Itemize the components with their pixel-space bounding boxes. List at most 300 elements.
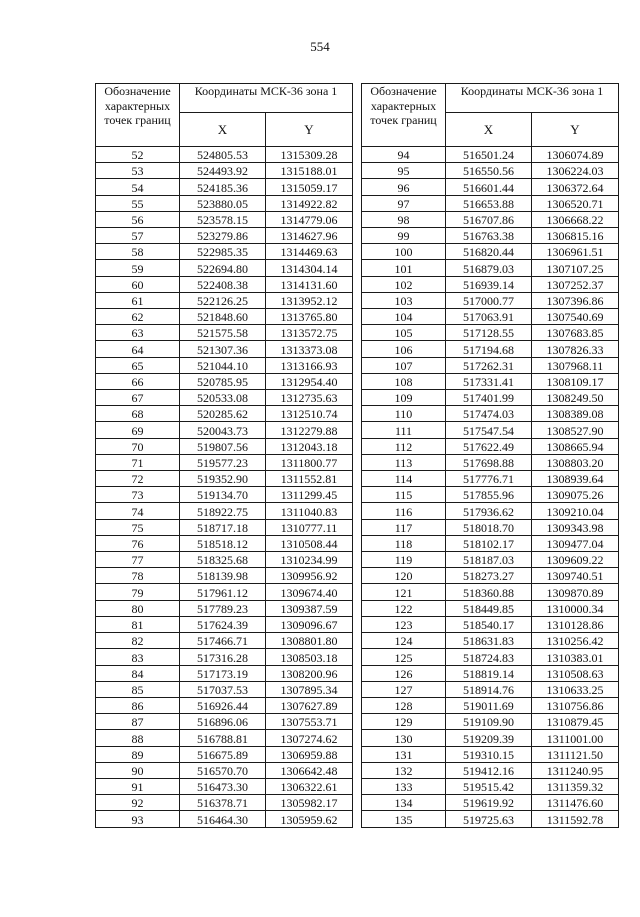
y-coordinate-cell: 1313373.08 — [266, 341, 353, 357]
y-coordinate-cell: 1314779.06 — [266, 211, 353, 227]
y-coordinate-cell: 1310508.44 — [266, 535, 353, 551]
point-id-cell: 73 — [96, 487, 180, 503]
y-coordinate-cell: 1309387.59 — [266, 600, 353, 616]
point-id-cell: 120 — [362, 568, 446, 584]
point-id-cell: 72 — [96, 471, 180, 487]
x-coordinate-cell: 518922.75 — [180, 503, 266, 519]
point-id-cell: 130 — [362, 730, 446, 746]
y-coordinate-cell: 1310633.25 — [532, 681, 619, 697]
point-id-cell: 100 — [362, 244, 446, 260]
x-coordinate-cell: 523880.05 — [180, 195, 266, 211]
table-row — [362, 552, 619, 568]
table-row — [362, 260, 619, 276]
point-id-cell: 58 — [96, 244, 180, 260]
x-coordinate-cell: 517466.71 — [180, 633, 266, 649]
point-id-cell: 75 — [96, 519, 180, 535]
y-coordinate-cell: 1306322.61 — [266, 778, 353, 794]
point-id-cell: 64 — [96, 341, 180, 357]
y-coordinate-cell: 1315059.17 — [266, 179, 353, 195]
x-coordinate-cell: 521575.58 — [180, 325, 266, 341]
y-coordinate-cell: 1309609.22 — [532, 552, 619, 568]
y-coordinate-cell: 1309870.89 — [532, 584, 619, 600]
x-coordinate-cell: 516675.89 — [180, 746, 266, 762]
table-row — [96, 665, 353, 681]
y-coordinate-cell: 1307553.71 — [266, 714, 353, 730]
x-coordinate-cell: 518717.18 — [180, 519, 266, 535]
point-id-cell: 67 — [96, 390, 180, 406]
table-row — [96, 487, 353, 503]
x-coordinate-cell: 517622.49 — [446, 438, 532, 454]
table-row — [96, 195, 353, 211]
coordinates-tables — [95, 83, 619, 827]
table-row — [96, 714, 353, 730]
point-id-cell: 121 — [362, 584, 446, 600]
table-row — [362, 616, 619, 632]
table-row — [362, 746, 619, 762]
point-id-cell: 56 — [96, 211, 180, 227]
y-coordinate-cell: 1307968.11 — [532, 357, 619, 373]
y-coordinate-cell: 1311552.81 — [266, 471, 353, 487]
point-id-cell: 63 — [96, 325, 180, 341]
point-id-cell: 117 — [362, 519, 446, 535]
point-id-cell: 87 — [96, 714, 180, 730]
point-id-cell: 89 — [96, 746, 180, 762]
table-row — [96, 762, 353, 778]
x-coordinate-cell: 516763.38 — [446, 228, 532, 244]
point-id-cell: 68 — [96, 406, 180, 422]
x-coordinate-cell: 518360.88 — [446, 584, 532, 600]
y-coordinate-cell: 1315188.01 — [266, 163, 353, 179]
point-id-cell: 133 — [362, 778, 446, 794]
x-coordinate-cell: 516501.24 — [446, 147, 532, 163]
point-id-cell: 85 — [96, 681, 180, 697]
y-coordinate-cell: 1306372.64 — [532, 179, 619, 195]
y-coordinate-cell: 1310383.01 — [532, 649, 619, 665]
x-coordinate-cell: 518018.70 — [446, 519, 532, 535]
y-coordinate-cell: 1308527.90 — [532, 422, 619, 438]
y-coordinate-cell: 1311040.83 — [266, 503, 353, 519]
table-row — [362, 600, 619, 616]
y-coordinate-cell: 1311359.32 — [532, 778, 619, 794]
y-coordinate-cell: 1308801.80 — [266, 633, 353, 649]
point-id-cell: 57 — [96, 228, 180, 244]
y-coordinate-cell: 1306642.48 — [266, 762, 353, 778]
x-coordinate-cell: 517698.88 — [446, 454, 532, 470]
x-coordinate-cell: 516879.03 — [446, 260, 532, 276]
point-id-cell: 118 — [362, 535, 446, 551]
x-coordinate-cell: 517961.12 — [180, 584, 266, 600]
point-id-cell: 59 — [96, 260, 180, 276]
x-coordinate-cell: 519412.16 — [446, 762, 532, 778]
point-id-cell: 90 — [96, 762, 180, 778]
table-row — [96, 697, 353, 713]
table-row — [362, 568, 619, 584]
table-row — [362, 406, 619, 422]
point-id-cell: 80 — [96, 600, 180, 616]
y-coordinate-cell: 1314304.14 — [266, 260, 353, 276]
x-coordinate-cell: 517474.03 — [446, 406, 532, 422]
y-coordinate-cell: 1307540.69 — [532, 309, 619, 325]
x-coordinate-cell: 520043.73 — [180, 422, 266, 438]
y-coordinate-cell: 1305982.17 — [266, 795, 353, 811]
point-id-cell: 134 — [362, 795, 446, 811]
point-id-cell: 114 — [362, 471, 446, 487]
point-id-cell: 97 — [362, 195, 446, 211]
y-coordinate-cell: 1313952.12 — [266, 292, 353, 308]
y-coordinate-cell: 1309343.98 — [532, 519, 619, 535]
x-coordinate-cell: 517194.68 — [446, 341, 532, 357]
x-coordinate-cell: 518187.03 — [446, 552, 532, 568]
table-row — [96, 179, 353, 195]
y-coordinate-cell: 1308939.64 — [532, 471, 619, 487]
table-row — [96, 163, 353, 179]
y-coordinate-cell: 1311299.45 — [266, 487, 353, 503]
table-row — [96, 390, 353, 406]
x-coordinate-cell: 521307.36 — [180, 341, 266, 357]
x-coordinate-cell: 517173.19 — [180, 665, 266, 681]
x-coordinate-cell: 524185.36 — [180, 179, 266, 195]
x-coordinate-cell: 519807.56 — [180, 438, 266, 454]
table-row — [96, 681, 353, 697]
page-number: 554 — [310, 39, 330, 54]
table-row — [96, 568, 353, 584]
point-id-cell: 62 — [96, 309, 180, 325]
y-coordinate-cell: 1306520.71 — [532, 195, 619, 211]
table-row — [362, 309, 619, 325]
coords-body-left — [96, 147, 353, 828]
point-id-cell: 96 — [362, 179, 446, 195]
x-coordinate-cell: 516464.30 — [180, 811, 266, 828]
y-coordinate-cell: 1306668.22 — [532, 211, 619, 227]
x-coordinate-cell: 519577.23 — [180, 454, 266, 470]
x-coordinate-cell: 518724.83 — [446, 649, 532, 665]
point-id-cell: 55 — [96, 195, 180, 211]
y-coordinate-cell: 1307826.33 — [532, 341, 619, 357]
x-coordinate-cell: 518631.83 — [446, 633, 532, 649]
y-coordinate-cell: 1314469.63 — [266, 244, 353, 260]
x-coordinate-cell: 520785.95 — [180, 373, 266, 389]
table-row — [362, 714, 619, 730]
y-coordinate-cell: 1310234.99 — [266, 552, 353, 568]
y-header: Y — [532, 113, 619, 147]
x-coordinate-cell: 517789.23 — [180, 600, 266, 616]
point-id-cell: 61 — [96, 292, 180, 308]
point-id-cell: 106 — [362, 341, 446, 357]
table-row — [96, 211, 353, 227]
y-coordinate-cell: 1307107.25 — [532, 260, 619, 276]
table-row — [362, 341, 619, 357]
point-id-cell: 91 — [96, 778, 180, 794]
point-id-cell: 79 — [96, 584, 180, 600]
y-coordinate-cell: 1307683.85 — [532, 325, 619, 341]
y-coordinate-cell: 1312279.88 — [266, 422, 353, 438]
table-row — [362, 147, 619, 163]
table-row — [362, 697, 619, 713]
x-coordinate-cell: 519109.90 — [446, 714, 532, 730]
table-row — [362, 228, 619, 244]
point-id-cell: 123 — [362, 616, 446, 632]
table-row — [96, 292, 353, 308]
point-id-cell: 86 — [96, 697, 180, 713]
y-coordinate-cell: 1308665.94 — [532, 438, 619, 454]
y-coordinate-cell: 1312735.63 — [266, 390, 353, 406]
y-coordinate-cell: 1312043.18 — [266, 438, 353, 454]
y-coordinate-cell: 1309477.04 — [532, 535, 619, 551]
point-id-cell: 98 — [362, 211, 446, 227]
point-id-cell: 92 — [96, 795, 180, 811]
table-row — [362, 179, 619, 195]
table-row — [362, 276, 619, 292]
x-coordinate-cell: 523279.86 — [180, 228, 266, 244]
x-coordinate-cell: 518819.14 — [446, 665, 532, 681]
y-coordinate-cell: 1312510.74 — [266, 406, 353, 422]
y-coordinate-cell: 1314922.82 — [266, 195, 353, 211]
table-row — [362, 244, 619, 260]
table-row — [362, 778, 619, 794]
point-id-cell: 116 — [362, 503, 446, 519]
x-header: X — [446, 113, 532, 147]
coords-title-header: Координаты МСК-36 зона 1 — [180, 84, 353, 113]
table-row — [96, 535, 353, 551]
x-coordinate-cell: 517037.53 — [180, 681, 266, 697]
x-coordinate-cell: 521848.60 — [180, 309, 266, 325]
coords-title-header: Координаты МСК-36 зона 1 — [446, 84, 619, 113]
point-id-cell: 119 — [362, 552, 446, 568]
table-row — [96, 454, 353, 470]
point-id-cell: 53 — [96, 163, 180, 179]
table-row — [96, 260, 353, 276]
table-row — [96, 600, 353, 616]
point-id-cell: 83 — [96, 649, 180, 665]
coords-body-right — [362, 147, 619, 828]
x-coordinate-cell: 519725.63 — [446, 811, 532, 828]
y-coordinate-cell: 1305959.62 — [266, 811, 353, 828]
y-coordinate-cell: 1309096.67 — [266, 616, 353, 632]
table-row — [362, 438, 619, 454]
y-header: Y — [266, 113, 353, 147]
x-coordinate-cell: 518449.85 — [446, 600, 532, 616]
table-row — [96, 341, 353, 357]
table-row — [362, 422, 619, 438]
table-row — [96, 357, 353, 373]
x-coordinate-cell: 517262.31 — [446, 357, 532, 373]
x-coordinate-cell: 516926.44 — [180, 697, 266, 713]
y-coordinate-cell: 1314627.96 — [266, 228, 353, 244]
table-row — [96, 471, 353, 487]
table-row — [96, 795, 353, 811]
table-row — [362, 762, 619, 778]
point-id-cell: 70 — [96, 438, 180, 454]
y-coordinate-cell: 1309740.51 — [532, 568, 619, 584]
x-coordinate-cell: 519134.70 — [180, 487, 266, 503]
x-coordinate-cell: 517547.54 — [446, 422, 532, 438]
point-id-cell: 128 — [362, 697, 446, 713]
x-coordinate-cell: 522408.38 — [180, 276, 266, 292]
x-coordinate-cell: 517063.91 — [446, 309, 532, 325]
table-row — [96, 633, 353, 649]
table-row — [96, 325, 353, 341]
point-id-cell: 103 — [362, 292, 446, 308]
point-id-cell: 99 — [362, 228, 446, 244]
point-id-cell: 95 — [362, 163, 446, 179]
x-coordinate-cell: 522985.35 — [180, 244, 266, 260]
y-coordinate-cell: 1308803.20 — [532, 454, 619, 470]
x-coordinate-cell: 518273.27 — [446, 568, 532, 584]
x-coordinate-cell: 522126.25 — [180, 292, 266, 308]
point-id-cell: 102 — [362, 276, 446, 292]
y-coordinate-cell: 1308503.18 — [266, 649, 353, 665]
point-id-cell: 77 — [96, 552, 180, 568]
y-coordinate-cell: 1311592.78 — [532, 811, 619, 828]
table-row — [96, 228, 353, 244]
point-id-cell: 82 — [96, 633, 180, 649]
x-coordinate-cell: 517855.96 — [446, 487, 532, 503]
point-id-cell: 104 — [362, 309, 446, 325]
point-id-cell: 115 — [362, 487, 446, 503]
x-coordinate-cell: 516939.14 — [446, 276, 532, 292]
table-row — [362, 292, 619, 308]
y-coordinate-cell: 1311121.50 — [532, 746, 619, 762]
point-label-header: Обозначение характерных точек границ — [362, 84, 446, 147]
y-coordinate-cell: 1307274.62 — [266, 730, 353, 746]
table-row — [96, 746, 353, 762]
point-id-cell: 71 — [96, 454, 180, 470]
x-coordinate-cell: 516820.44 — [446, 244, 532, 260]
point-id-cell: 105 — [362, 325, 446, 341]
y-coordinate-cell: 1306224.03 — [532, 163, 619, 179]
point-id-cell: 112 — [362, 438, 446, 454]
x-coordinate-cell: 516707.86 — [446, 211, 532, 227]
x-coordinate-cell: 516550.56 — [446, 163, 532, 179]
x-coordinate-cell: 520285.62 — [180, 406, 266, 422]
table-row — [96, 519, 353, 535]
y-coordinate-cell: 1308200.96 — [266, 665, 353, 681]
y-coordinate-cell: 1310756.86 — [532, 697, 619, 713]
table-row — [362, 633, 619, 649]
y-coordinate-cell: 1310128.86 — [532, 616, 619, 632]
y-coordinate-cell: 1307627.89 — [266, 697, 353, 713]
point-id-cell: 84 — [96, 665, 180, 681]
y-coordinate-cell: 1314131.60 — [266, 276, 353, 292]
point-id-cell: 127 — [362, 681, 446, 697]
y-coordinate-cell: 1308249.50 — [532, 390, 619, 406]
x-coordinate-cell: 518102.17 — [446, 535, 532, 551]
x-coordinate-cell: 517331.41 — [446, 373, 532, 389]
table-row — [362, 681, 619, 697]
coords-table-right — [361, 83, 619, 828]
point-id-cell: 129 — [362, 714, 446, 730]
x-coordinate-cell: 518914.76 — [446, 681, 532, 697]
table-row — [362, 211, 619, 227]
table-row — [96, 503, 353, 519]
table-row — [96, 778, 353, 794]
x-coordinate-cell: 516601.44 — [446, 179, 532, 195]
y-coordinate-cell: 1311476.60 — [532, 795, 619, 811]
table-row — [96, 584, 353, 600]
x-coordinate-cell: 517316.28 — [180, 649, 266, 665]
x-coordinate-cell: 518540.17 — [446, 616, 532, 632]
point-id-cell: 110 — [362, 406, 446, 422]
point-id-cell: 131 — [362, 746, 446, 762]
point-id-cell: 81 — [96, 616, 180, 632]
point-id-cell: 124 — [362, 633, 446, 649]
point-label-header: Обозначение характерных точек границ — [96, 84, 180, 147]
point-id-cell: 126 — [362, 665, 446, 681]
table-row — [362, 471, 619, 487]
table-row — [96, 552, 353, 568]
table-row — [362, 487, 619, 503]
x-coordinate-cell: 516788.81 — [180, 730, 266, 746]
table-row — [362, 811, 619, 828]
y-coordinate-cell: 1309075.26 — [532, 487, 619, 503]
table-row — [96, 438, 353, 454]
point-id-cell: 78 — [96, 568, 180, 584]
y-coordinate-cell: 1306815.16 — [532, 228, 619, 244]
table-row — [96, 616, 353, 632]
point-id-cell: 76 — [96, 535, 180, 551]
table-row — [362, 584, 619, 600]
table-row — [362, 649, 619, 665]
point-id-cell: 108 — [362, 373, 446, 389]
table-row — [96, 649, 353, 665]
x-coordinate-cell: 523578.15 — [180, 211, 266, 227]
table-row — [362, 665, 619, 681]
point-id-cell: 109 — [362, 390, 446, 406]
x-coordinate-cell: 518325.68 — [180, 552, 266, 568]
x-coordinate-cell: 519011.69 — [446, 697, 532, 713]
point-id-cell: 125 — [362, 649, 446, 665]
y-coordinate-cell: 1309210.04 — [532, 503, 619, 519]
table-row — [96, 244, 353, 260]
table-row — [362, 195, 619, 211]
x-coordinate-cell: 518139.98 — [180, 568, 266, 584]
x-coordinate-cell: 519352.90 — [180, 471, 266, 487]
table-row — [362, 357, 619, 373]
point-id-cell: 60 — [96, 276, 180, 292]
y-coordinate-cell: 1313765.80 — [266, 309, 353, 325]
y-coordinate-cell: 1309674.40 — [266, 584, 353, 600]
table-row — [362, 325, 619, 341]
table-row — [362, 454, 619, 470]
table-row — [362, 795, 619, 811]
point-id-cell: 94 — [362, 147, 446, 163]
x-coordinate-cell: 516896.06 — [180, 714, 266, 730]
y-coordinate-cell: 1309956.92 — [266, 568, 353, 584]
y-coordinate-cell: 1308109.17 — [532, 373, 619, 389]
point-id-cell: 74 — [96, 503, 180, 519]
point-id-cell: 93 — [96, 811, 180, 828]
point-id-cell: 135 — [362, 811, 446, 828]
x-coordinate-cell: 517401.99 — [446, 390, 532, 406]
table-row — [96, 276, 353, 292]
table-row — [96, 811, 353, 828]
coords-table-left — [95, 83, 353, 828]
x-coordinate-cell: 519619.92 — [446, 795, 532, 811]
point-id-cell: 101 — [362, 260, 446, 276]
x-coordinate-cell: 517624.39 — [180, 616, 266, 632]
x-coordinate-cell: 524805.53 — [180, 147, 266, 163]
table-row — [362, 519, 619, 535]
table-row — [96, 373, 353, 389]
table-row — [96, 422, 353, 438]
y-coordinate-cell: 1307396.86 — [532, 292, 619, 308]
table-row — [96, 147, 353, 163]
x-header: X — [180, 113, 266, 147]
point-id-cell: 54 — [96, 179, 180, 195]
point-id-cell: 69 — [96, 422, 180, 438]
y-coordinate-cell: 1311240.95 — [532, 762, 619, 778]
y-coordinate-cell: 1307252.37 — [532, 276, 619, 292]
